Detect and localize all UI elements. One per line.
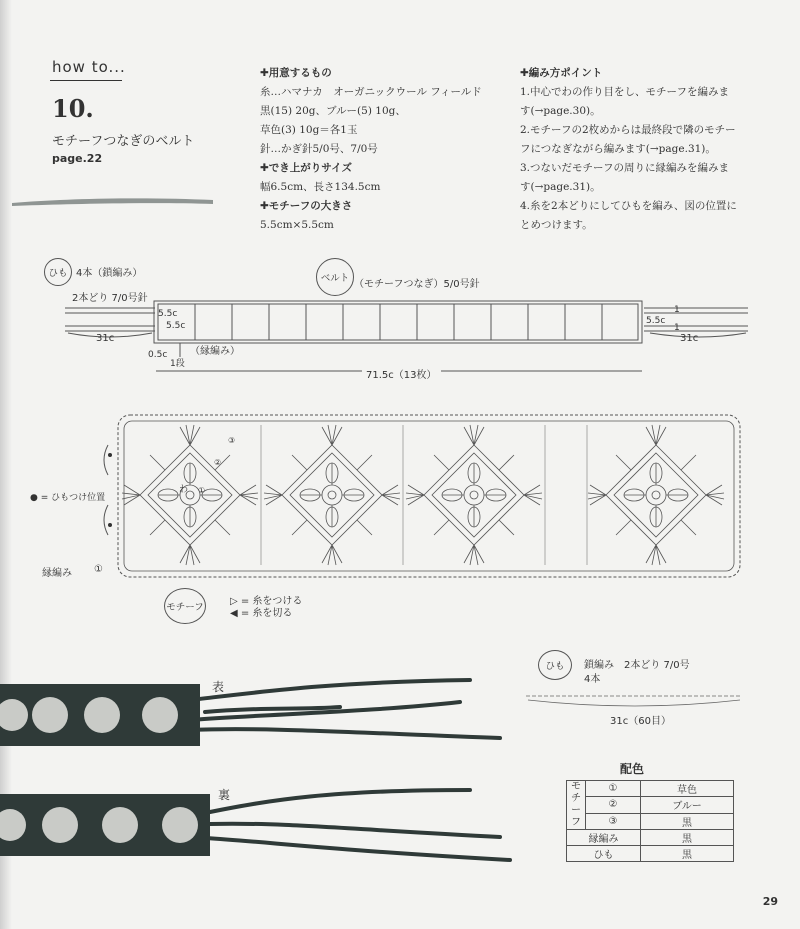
- cord-chain-diagram: [520, 688, 750, 710]
- points-line: 3.つないだモチーフの周りに縁編みを編みま: [520, 162, 729, 174]
- color-part: 縁編み: [567, 830, 641, 846]
- motif-size-value: 5.5cm×5.5cm: [260, 219, 334, 231]
- photo-back-label: 裏: [218, 788, 231, 802]
- color-table-title: 配色: [620, 762, 645, 776]
- color-table: [566, 780, 734, 862]
- color-row: [567, 846, 734, 862]
- len-31-left: 31c: [96, 333, 115, 344]
- attach-position-note: ● = ひもつけ位置: [30, 493, 106, 503]
- total-length: 71.5c（13枚）: [362, 366, 441, 381]
- color-part: ②: [586, 797, 641, 813]
- color-value: 黒: [641, 846, 734, 862]
- edge-rows: 1段: [170, 359, 185, 369]
- color-value: 黒: [641, 830, 734, 846]
- himo-yarn: 2本どり 7/0号針: [72, 293, 148, 304]
- color-row: [567, 797, 734, 813]
- edge-label: （縁編み）: [190, 346, 240, 357]
- color-part: ③: [586, 813, 641, 829]
- chart-round-1: ①: [198, 486, 206, 495]
- chart-ring-label: わ: [179, 485, 189, 495]
- howto-label: how to...: [52, 58, 126, 76]
- points-line: す(→page.31)。: [520, 181, 601, 193]
- materials-line: 糸…ハマナカ オーガニックウール フィールド: [260, 86, 482, 98]
- pattern-number: 10.: [52, 94, 94, 123]
- color-row: [567, 830, 734, 846]
- legend-cut-yarn: ◀ = 糸を切る: [230, 608, 293, 619]
- color-value: ブルー: [641, 797, 734, 813]
- cord-length: 31c（60目）: [610, 716, 671, 727]
- himo-label: 4本（鎖編み）: [76, 268, 143, 279]
- legend-add-yarn: ▷ = 糸をつける: [230, 596, 303, 607]
- dim-5-5-b: 5.5c: [166, 321, 186, 331]
- materials-heading: ✚用意するもの: [260, 67, 332, 79]
- dim-0-5: 0.5c: [148, 350, 168, 360]
- color-group-cell: モチーフ: [567, 781, 586, 830]
- belt-bubble: ベルト: [316, 258, 354, 296]
- howto-underline: [50, 80, 122, 81]
- page-number: 29: [762, 895, 778, 908]
- color-value: 草色: [641, 781, 734, 797]
- color-value: 黒: [641, 813, 734, 829]
- points-block: [520, 64, 790, 235]
- points-line: とめつけます。: [520, 219, 593, 231]
- dim-5-5-a: 5.5c: [158, 309, 178, 319]
- points-line: 4.糸を2本どりにしてひもを編み、図の位置に: [520, 200, 737, 212]
- points-line: 1.中心でわの作り目をし、モチーフを編みま: [520, 86, 729, 98]
- chart-round-2: ②: [214, 458, 222, 467]
- points-heading: ✚編み方ポイント: [520, 67, 603, 79]
- materials-line: 草色(3) 10g＝各1玉: [260, 124, 358, 136]
- motif-bubble: モチーフ: [164, 588, 206, 624]
- cord-spec: 鎖編み 2本どり 7/0号: [584, 660, 690, 671]
- chart-edge-number: ①: [94, 564, 103, 575]
- motif-size-heading: ✚モチーフの大きさ: [260, 200, 353, 212]
- photo-front-label: 表: [212, 680, 225, 694]
- yarn-stroke-decoration: [10, 194, 215, 208]
- color-part: ①: [586, 781, 641, 797]
- belt-photo: [0, 672, 520, 882]
- len-31-right: 31c: [680, 333, 699, 344]
- color-row: [567, 781, 734, 797]
- himo-bubble: ひも: [44, 258, 72, 286]
- color-part: ひも: [567, 846, 641, 862]
- page-reference: page.22: [52, 152, 103, 165]
- dim-1-right-b: 1: [674, 323, 680, 333]
- cord-count: 4本: [584, 674, 601, 685]
- chart-round-3: ③: [228, 436, 236, 445]
- color-row: [567, 813, 734, 829]
- points-line: す(→page.30)。: [520, 105, 601, 117]
- materials-block: [260, 64, 510, 235]
- materials-line: 黒(15) 20g、ブルー(5) 10g、: [260, 105, 406, 117]
- cord-bubble: ひも: [538, 650, 572, 680]
- points-line: フにつなぎながら編みます(→page.31)。: [520, 143, 716, 155]
- size-value: 幅6.5cm、長さ134.5cm: [260, 181, 381, 193]
- dim-1-right: 1: [674, 305, 680, 315]
- dim-5-5-right: 5.5c: [646, 316, 666, 326]
- points-line: 2.モチーフの2枚めからは最終段で隣のモチー: [520, 124, 736, 136]
- size-heading: ✚でき上がりサイズ: [260, 162, 352, 174]
- chart-edge-label: 縁編み: [42, 568, 72, 579]
- crochet-chart: [100, 405, 750, 590]
- belt-label: （モチーフつなぎ）5/0号針: [354, 279, 480, 290]
- materials-line: 針…かぎ針5/0号、7/0号: [260, 143, 378, 155]
- pattern-title: モチーフつなぎのベルト: [52, 134, 195, 149]
